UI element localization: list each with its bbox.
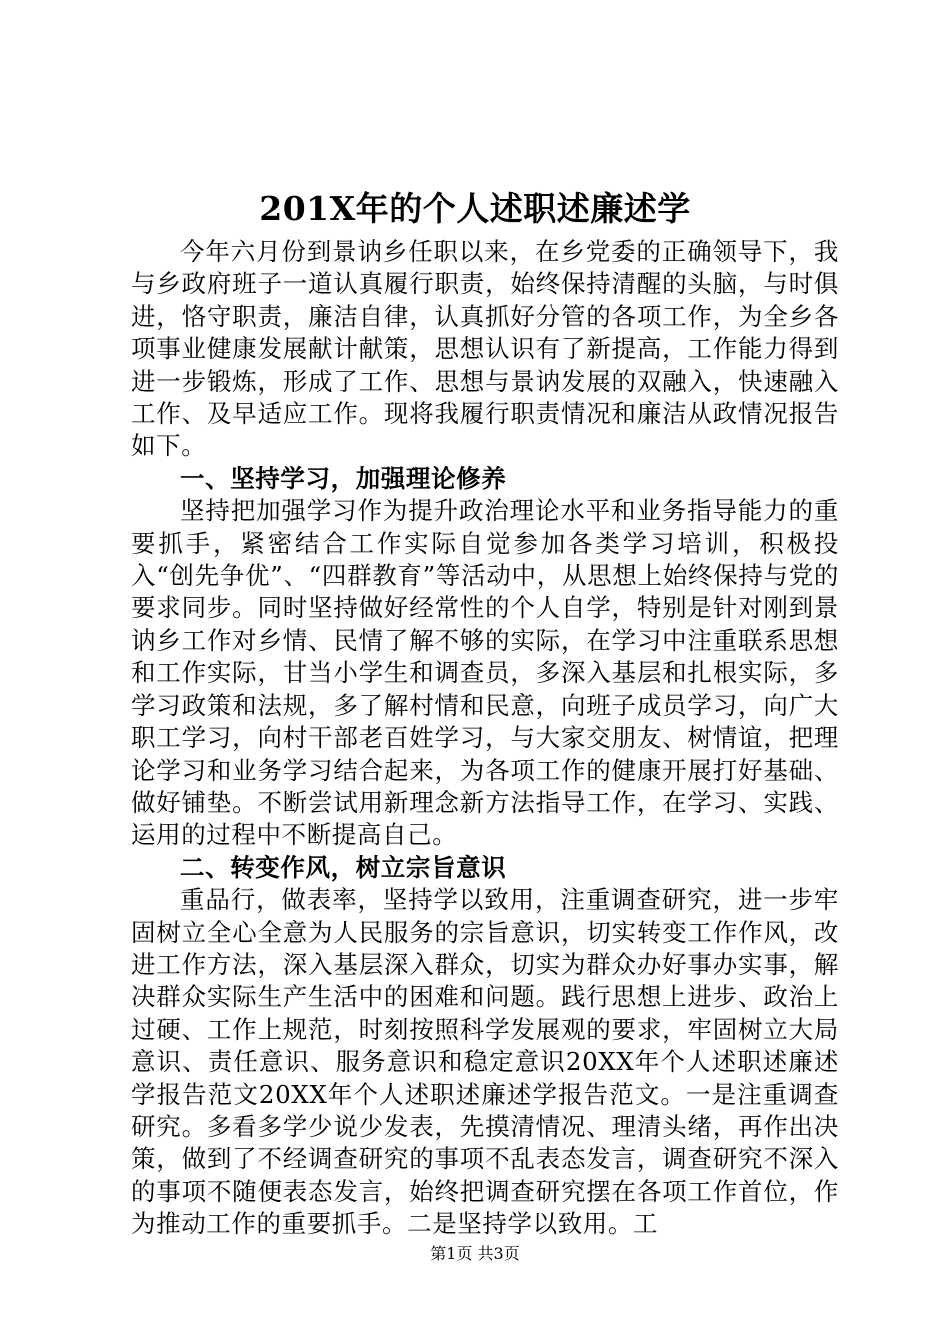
section-1-paragraph: 坚持把加强学习作为提升政治理论水平和业务指导能力的重要抓手，紧密结合工作实际自觉参加各类学习培训，积极投入“创先争优”、“四群教育”等活动中，从思想上始终保持与党的要求同步。同时坚持做好经常性的个人自学，特别是针对刚到景讷乡工作对乡情、民情了解不够的实际，在学习中注重联系思想和工作实际，甘当小学生和调查员，多深入基层和扎根实际，多学习政策和法规，多了解村情和民意，向班子成员学习，向广大职工学习，向村干部老百姓学习，与大家交朋友、树情谊，把理论学习和业务学习结合起来，为各项工作的健康开展打好基础、做好铺垫。不断尝试用新理念新方法指导工作，在学习、实践、运用的过程中不断提高自己。: [131, 496, 839, 850]
section-1-heading: 一、坚持学习，加强理论修养: [180, 463, 507, 493]
intro-paragraph: 今年六月份到景讷乡任职以来，在乡党委的正确领导下，我与乡政府班子一道认真履行职责，始终保持清醒的头脑，与时俱进，恪守职责，廉洁自律，认真抓好分管的各项工作，为全乡各项事业健康发展献计献策，思想认识有了新提高，工作能力得到进一步锻炼，形成了工作、思想与景讷发展的双融入，快速融入工作、及早适应工作。现将我履行职责情况和廉洁从政情况报告如下。: [131, 237, 839, 461]
document-title: 201X年的个人述职述廉述学: [259, 189, 691, 228]
document-body: [131, 236, 839, 1241]
section-2-paragraph: 重品行，做表率，坚持学以致用，注重调查研究，进一步牢固树立全心全意为人民服务的宗旨意识，切实转变工作作风，改进工作方法，深入基层深入群众，切实为群众办好事办实事，解决群众实际生产生活中的困难和问题。践行思想上进步、政治上过硬、工作上规范，时刻按照科学发展观的要求，牢固树立大局意识、责任意识、服务意识和稳定意识20XX年个人述职述廉述学报告范文20XX年个人述职述廉述学报告范文。一是注重调查研究。多看多学少说少发表，先摸清情况、理清头绪，再作出决策，做到了不经调查研究的事项不乱表态发言，调查研究不深入的事项不随便表态发言，始终把调查研究摆在各项工作首位，作为推动工作的重要抓手。二是坚持学以致用。工: [131, 885, 839, 1239]
section-2-heading: 二、转变作风，树立宗旨意识: [180, 852, 507, 882]
page-footer: 第1页 共3页: [430, 1244, 520, 1263]
